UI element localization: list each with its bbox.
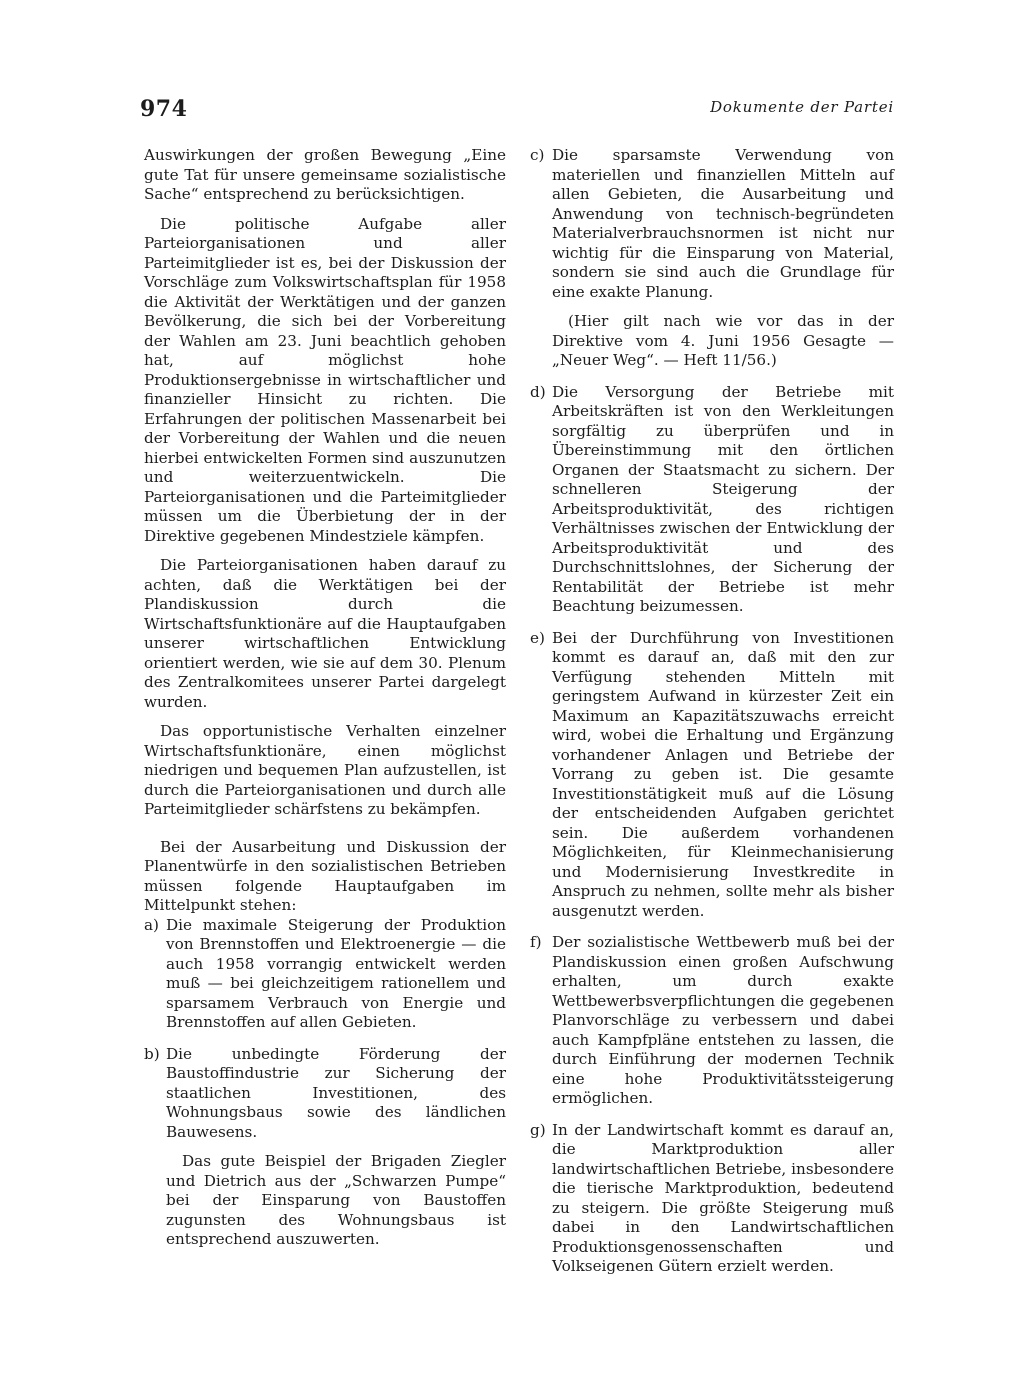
list-label: e) [530, 628, 545, 647]
list-item-text: Die maximale Steigerung der Produktion von Brennstoffen und Elektroenergie — die auch 1958 vorrangig entwickelt werden muß — bei gleichzeitigem rationellem und sparsamem Verbrauch von Energie und Brennstoffen auf allen Gebieten. [166, 915, 506, 1031]
list-item-text: Bei der Durchführung von Investitionen kommt es darauf an, daß mit den zur Verfügung stehenden Mitteln mit geringstem Aufwand in kürzester Zeit ein Maximum an Kapazitätszuwachs erreicht wird, wobei die Erhaltung und Ergänzung vorhandener Anlagen und Betriebe der Vorrang zu geben ist. Die gesamte Investitionstätigkeit muß auf die Lösung der entscheidenden Aufgaben gerichtet sein. Die außerdem vorhandenen Möglichkeiten, für Kleinmechanisierung und Modernisierung Investkredite in Anspruch zu nehmen, sollte mehr als bisher ausgenutzt werden. [552, 628, 894, 920]
paragraph-party-organisations: Die Parteiorganisationen haben darauf zu achten, daß die Werktätigen bei der Plandiskussion durch die Wirtschaftsfunktionäre auf die Hauptaufgaben unserer wirtschaftlichen Entwicklung orientiert werden, wie sie auf dem 30. Plenum des Zentralkomitees unserer Partei dargelegt wurden. [144, 556, 506, 711]
list-label: d) [530, 382, 546, 401]
paragraph-opportunistic-behaviour: Das opportunistische Verhalten einzelner Wirtschaftsfunktionäre, einen möglichst niedrigen und bequemen Plan aufzustellen, ist durch die Parteiorganisationen und durch alle Parteimitglieder schärfstens zu bekämpfen. [144, 722, 506, 818]
page-number: 974 [140, 96, 188, 122]
list-item-text: Der sozialistische Wettbewerb muß bei der Plandiskussion einen großen Aufschwung erhalten, um durch exakte Wettbewerbsverpflichtungen die gegebenen Planvorschläge zu verbessern und dabei auch Kampfpläne entstehen zu lassen, die durch Einführung der modernen Technik eine hohe Produktivitätssteigerung ermöglichen. [552, 933, 894, 1107]
list-item-text: Die unbedingte Förderung der Baustoffindustrie zur Sicherung der staatlichen Investitionen, des Wohnungsbaus sowie des ländlichen Bauwesens. [166, 1044, 506, 1141]
list-item-g [530, 1121, 894, 1277]
list-item-c-note: (Hier gilt nach wie vor das in der Direktive vom 4. Juni 1956 Gesagte — „Neuer Weg“. — Heft 11/56.) [552, 312, 894, 369]
list-item-d [530, 383, 894, 617]
list-label: a) [144, 915, 159, 934]
paragraph-political-task: Die politische Aufgabe aller Parteiorganisationen und aller Parteimitglieder ist es, bei der Diskussion der Vorschläge zum Volkswirtschaftsplan für 1958 die Aktivität der Werktätigen und der ganzen Bevölkerung, die sich bei der Vorbereitung der Wahlen am 23. Juni beachtlich gehoben hat, auf möglichst hohe Produktionsergebnisse in wirtschaftlicher und finanzieller Hinsicht zu richten. Die Erfahrungen der politischen Massenarbeit bei der Vorbereitung der Wahlen und die neuen hierbei entwickelten Formen sind auszunutzen und weiterzuentwickeln. Die Parteiorganisationen und die Parteimitglieder müssen um die Überbietung der in der Direktive gegebenen Mindestziele kämpfen. [144, 214, 506, 545]
paragraph-continuation: Auswirkungen der großen Bewegung „Eine gute Tat für unsere gemeinsame sozialistische Sache“ entsprechend zu berücksichtigen. [144, 146, 506, 203]
list-item-text: Die Versorgung der Betriebe mit Arbeitskräften ist von den Werkleitungen sorgfältig zu überprüfen und in Übereinstimmung mit den örtlichen Organen der Staatsmacht zu sichern. Der schnelleren Steigerung der Arbeitsproduktivität, des richtigen Verhältnisses zwischen der Entwicklung der Arbeitsproduktivität und des Durchschnittslohnes, der Sicherung der Rentabilität der Betriebe ist mehr Beachtung beizumessen. [552, 382, 894, 615]
list-item-text: Die sparsamste Verwendung von materiellen und finanziellen Mitteln auf allen Gebieten, die Ausarbeitung und Anwendung von technisch-begründeten Materialverbrauchsnormen ist nicht nur wichtig für die Einsparung von Material, sondern sie sind auch die Grundlage für eine exakte Planung. [552, 146, 894, 301]
list-item-a [144, 916, 506, 1033]
list-item-e [530, 629, 894, 922]
left-column [144, 146, 506, 1250]
list-item-b [144, 1045, 506, 1143]
list-label: c) [530, 146, 545, 164]
list-item-b-note: Das gute Beispiel der Brigaden Ziegler und Dietrich aus der „Schwarzen Pumpe“ bei der Einsparung von Baustoffen zugunsten des Wohnungsbaus ist entsprechend auszuwerten. [166, 1152, 506, 1248]
list-label: f) [530, 933, 542, 951]
right-column [530, 146, 894, 1277]
list-label: b) [144, 1044, 160, 1063]
list-item-c [530, 146, 894, 302]
list-item-text: In der Landwirtschaft kommt es darauf an, die Marktproduktion aller landwirtschaftlichen Betriebe, insbesondere die tierische Marktproduktion, bedeutend zu steigern. Die größte Steigerung muß dabei in den Landwirtschaftlichen Produktionsgenossenschaften und Volkseigenen Gütern erzielt werden. [552, 1120, 894, 1275]
list-label: g) [530, 1120, 546, 1139]
running-head: Dokumente der Partei [710, 98, 894, 116]
paragraph-main-tasks: Bei der Ausarbeitung und Diskussion der Planentwürfe in den sozialistischen Betrieben müssen folgende Hauptaufgaben im Mittelpunkt stehen: [144, 837, 506, 914]
list-item-f [530, 933, 894, 1109]
